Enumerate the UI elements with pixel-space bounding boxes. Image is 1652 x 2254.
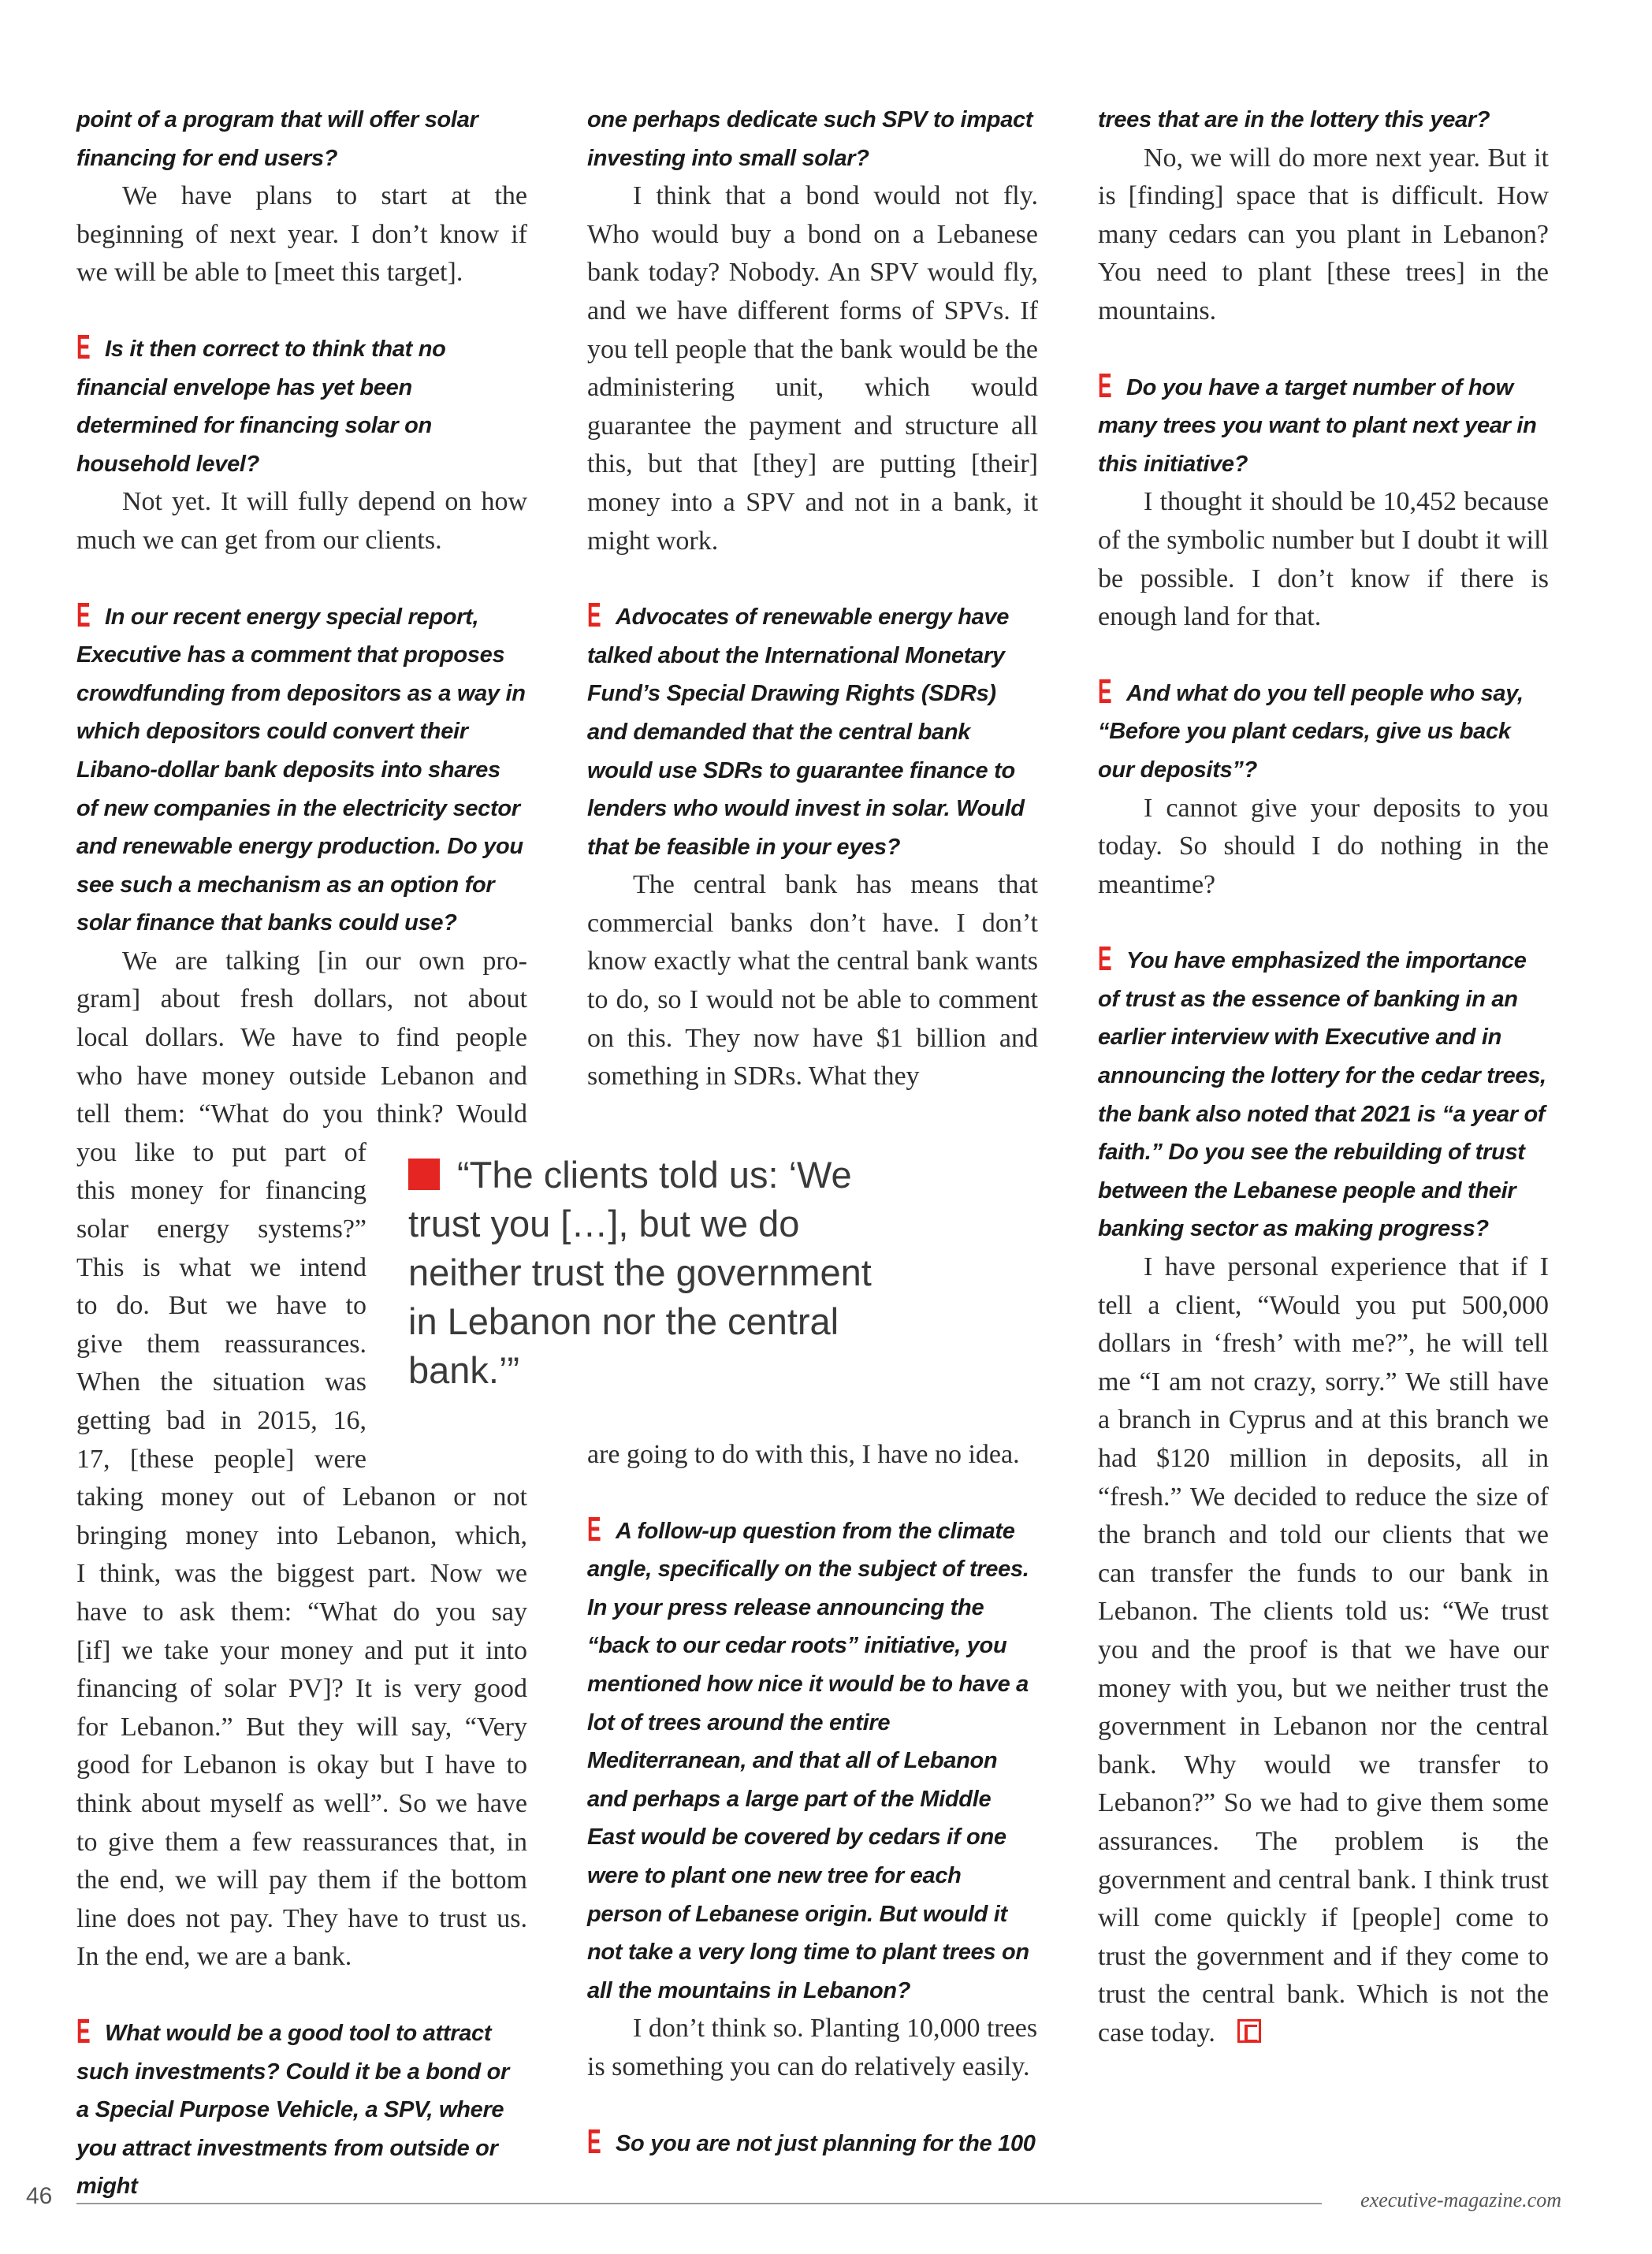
e-marker-icon: E [1098,671,1112,711]
website-link[interactable]: executive-magazine.com [1349,2189,1561,2212]
question-text: Do you have a target number of how many trees you want to plant next year in this initiative? [1098,374,1537,477]
question [1098,939,1549,1248]
question [76,595,527,943]
answer-line: 17, [these people] were [76,1444,366,1474]
question [1098,366,1549,484]
answer-line: In the end, we are a bank. [76,1942,352,1972]
e-marker-icon: E [1098,939,1112,979]
e-marker-icon: E [76,2011,91,2051]
answer-text-wrapped [76,943,527,1977]
answer-text: The central bank has means that commercial banks don’t have. I don’t know exactly what the central bank wants to do, so I would not be able to comment on this. They now have $1 billion and something in SDRs. What they [587,870,1038,1092]
question-text: A follow-up question from the climate angle, specifically on the subject of trees. In your press release announcing the “back to our cedar roots” initiative, you mentioned how nice it would be to have a lot of trees around the entire Mediterranean, and that all of Lebanon and perhaps a large part of the Middle East would be covered by cedars if one were to plant one new tree for each person of Lebanese origin. But would it not take a very long time to plant trees on all the mountains in Lebanon? [587,1518,1029,2003]
answer-line: tell them: “What do you think? Would [76,1099,527,1129]
question-text: In our recent energy special report, Executive has a comment that proposes crowdfunding from depositors as a way in which depositors could convert their Libano-dollar bank deposits into shares of new companies in the electricity sector and renewable energy production. Do you see such a mechanism as an option for solar finance that banks could use? [76,604,526,936]
pull-quote [408,1151,881,1395]
answer-line: [if] we take your money and put it into [76,1635,527,1665]
answer-line: local dollars. We have to find people [76,1023,527,1053]
answer-text: I don’t think so. Planting 10,000 trees is something you can do relatively easily. [587,2014,1038,2081]
answer-line: This is what we intend [76,1252,366,1282]
end-of-article-icon [1237,2019,1261,2043]
question-text: What would be a good tool to attract such investments? Could it be a bond or a Special Purpose Vehicle, a SPV, where you attract investments from outside or might [76,2020,510,2200]
answer-text: No, we will do more next year. But it is [finding] space that is difficult. How many cedars can you plant in Lebanon? You need to plant [these trees] in the mountains. [1098,143,1549,325]
answer-line: for Lebanon.” But they will say, “Very [76,1712,527,1742]
question [587,598,1038,866]
answer-line: give them reassurances. [76,1329,366,1359]
answer-text-body: I have personal experience that if I tell a client, “Would you put 500,000 dollars in ‘fresh’ with me?”, he will tell me “I am not crazy, sorry.” We still have a branch in Cyprus and at this branch we had $120 million in deposits, all in “fresh.” We decided to reduce the size of the branch and told our clients that we can transfer the funds to our bank in Lebanon. The clients told us: “We trust you and the proof is that we have our money with you, but we neither trust the government in Lebanon nor the central bank. Why would we transfer to Lebanon?” So we had to give them some assurances. The problem is the government and central bank. I think trust will come quickly if [people] come to trust the government and if they come to trust the central bank. Which is not the case today. [1098,1252,1549,2048]
answer-text: I think that a bond would not fly. Who would buy a bond on a Lebanese bank today? Nobody. An SPV would fly, and we have different forms of SPVs. If you tell people that the bank would be the administering unit, which would guarantee the payment and structure all this, but that [they] are putting [their] money into a SPV and not in a bank, it might work. [587,181,1038,556]
red-square-icon [408,1159,440,1190]
answer-line: gram] about fresh dollars, not about [76,984,527,1014]
answer-line: think about myself as well”. So we have [76,1788,527,1818]
e-marker-icon: E [587,596,601,635]
question-text: So you are not just planning for the 100 [616,2130,1036,2156]
column-3 [1098,101,1549,2053]
page-number: 46 [26,2183,53,2209]
answer-line: have to ask them: “What do you say [76,1597,527,1627]
question [587,2122,1038,2163]
question [1098,671,1549,790]
question [587,1509,1038,2010]
question-text: Is it then correct to think that no financial envelope has yet been determined for financing solar on household level? [76,336,446,477]
answer-line: When the situation was [76,1367,366,1397]
question-text: And what do you tell people who say, “Before you plant cedars, give us back our deposits”? [1098,680,1524,783]
question-text: Advocates of renewable energy have talked about the International Monetary Fund’s Special Drawing Rights (SDRs) and demanded that the central bank would use SDRs to guarantee finance to lenders who would invest in solar. Would that be feasible in your eyes? [587,604,1025,860]
answer-line: solar energy systems?” [76,1214,366,1244]
answer-text: We have plans to start at the beginning of next year. I don’t know if we will be able to [meet this target]. [76,181,527,288]
answer-line: taking money out of Lebanon or not [76,1482,527,1512]
answer-text: I cannot give your deposits to you today. So should I do nothing in the meantime? [1098,793,1549,899]
question-text: point of a program that will offer solar financing for end users? [76,107,478,171]
answer-text: I thought it should be 10,452 because of the symbolic number but I doubt it will be possible. I don’t know if there is enough land for that. [1098,487,1549,632]
answer-text: are going to do with this, I have no idea. [587,1440,1020,1469]
question-text: You have emphasized the importance of trust as the essence of banking in an earlier interview with Executive and in announcing the lottery for the cedar trees, the bank also noted that 2021 is “a year of faith.” Do you see the rebuilding of trust between the Lebanese people and their banking sector as making progress? [1098,948,1546,1242]
answer-line: bringing money into Lebanon, which, [76,1520,527,1550]
answer-line: getting bad in 2015, 16, [76,1406,366,1435]
question [76,327,527,483]
e-marker-icon: E [587,2122,601,2161]
answer-line: who have money outside Lebanon and [76,1061,527,1091]
answer-line: you like to put part of [76,1137,366,1167]
pull-quote-text: “The clients told us: ‘We trust you […], but we do neither trust the government in Lebanon nor the central bank.’” [408,1154,872,1391]
answer-text: Not yet. It will fully depend on how much we can get from our clients. [76,487,527,555]
question-text: one perhaps dedicate such SPV to impact investing into small solar? [587,107,1033,171]
e-marker-icon: E [587,1509,601,1549]
answer-text [1098,1248,1549,2052]
answer-line: to give them a few reassurances that, in [76,1827,527,1857]
footer-rule [76,2203,1322,2204]
column-2 [587,101,1038,1096]
answer-line: We are talking [in our own pro- [122,946,527,976]
column-2-continued [587,1436,1038,2163]
e-marker-icon: E [76,595,91,634]
answer-line: to do. But we have to [76,1291,366,1321]
answer-line: line does not pay. They have to trust us. [76,1903,527,1933]
question-text: trees that are in the lottery this year? [1098,107,1490,132]
answer-line: I think, was the biggest part. Now we [76,1559,527,1589]
answer-line: the end, we will pay them if the bottom [76,1865,527,1895]
answer-line: good for Lebanon is okay but I have to [76,1750,527,1780]
e-marker-icon: E [76,327,91,366]
answer-line: this money for financing [76,1176,366,1206]
e-marker-icon: E [1098,366,1112,405]
answer-line: financing of solar PV]? It is very good [76,1674,527,1704]
question [76,2011,527,2206]
